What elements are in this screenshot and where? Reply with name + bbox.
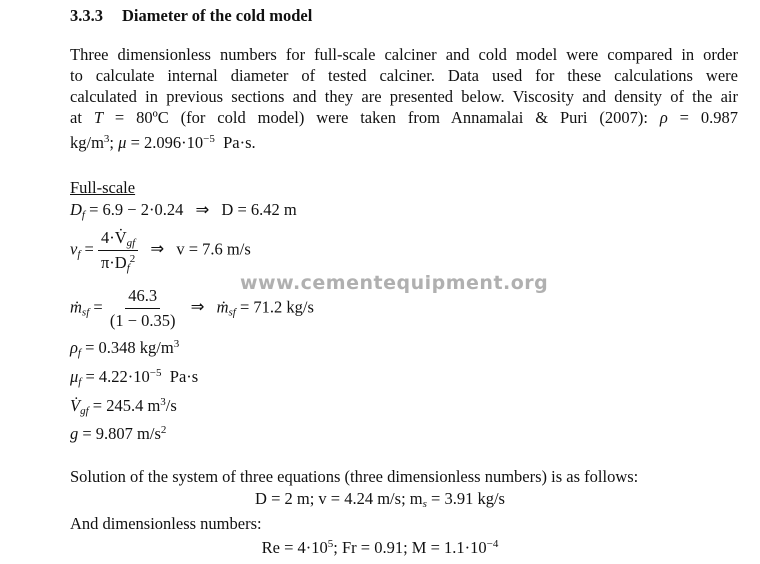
eq-rhs: = 0.348 kg/m: [85, 338, 174, 357]
exponent: 3: [160, 396, 166, 408]
eq-rhs: = 9.807 m/s: [82, 424, 161, 443]
eq-lhs: g: [70, 424, 79, 443]
equation-velocity: $v_f$ = $\frac{4\cdot V̇_{gf}}{\pi\cdot D_f^2}$ ⇒ v = 7.6 m/s: [70, 228, 251, 274]
equation-mass-flow: ṁ$_{sf}$ = $\frac{46.3}{(1 - 0.35)}$ ⇒ ṁ$_{sf}$ = 71.2 kg/s: [70, 286, 314, 330]
intro-line-4: [70, 107, 738, 128]
fullscale-label: Full-scale: [70, 178, 136, 197]
intro-line-1: Three dimensionless numbers for full-scale calciner and cold model were compared in order: [70, 45, 738, 64]
temperature-symbol: T: [93, 108, 104, 127]
eq-unit: /s: [165, 396, 177, 415]
exponent: 2: [129, 253, 136, 265]
exponent: 5: [327, 538, 334, 550]
equation-diameter: [70, 200, 297, 220]
equation-gas-flow: [70, 396, 177, 416]
denominator-text: π·D: [100, 253, 127, 272]
section-heading: [70, 6, 312, 26]
eq-unit: Pa·s: [169, 367, 199, 386]
solution-values-end: = 3.91 kg/s: [426, 489, 505, 508]
velocity-fraction: [98, 228, 138, 273]
intro-paragraph: [70, 44, 738, 153]
fraction-numerator: [98, 228, 138, 251]
eq-subscript: f: [77, 347, 81, 359]
intro-text: = 80ºC (for cold model) were taken from Annamalai & Puri (2007):: [114, 108, 648, 127]
eq-rhs: = 245.4 m: [92, 396, 161, 415]
eq-subscript: sf: [81, 306, 90, 319]
eq-result: = 71.2 kg/s: [239, 297, 314, 317]
eq-subscript: s: [422, 498, 427, 510]
rho-symbol: ρ: [659, 108, 668, 127]
mu-symbol: μ: [118, 133, 127, 152]
eq-lhs: D: [70, 200, 82, 219]
separator: ;: [109, 133, 115, 152]
eq-lhs: ρ: [70, 338, 78, 357]
equation-viscosity: [70, 367, 198, 387]
exponent: −5: [203, 133, 215, 145]
intro-line-2: to calculate internal diameter of tested calciner. Data used for these calculations were: [70, 66, 738, 85]
eq-subscript: f: [77, 248, 81, 261]
implies-arrow: ⇒: [150, 239, 165, 259]
eq-rhs: = 6.9 − 2·0.24: [89, 200, 184, 219]
eq-subscript: f: [126, 262, 130, 274]
solution-values: D = 2 m; v = 4.24 m/s; m: [255, 489, 423, 508]
exponent: −4: [486, 538, 499, 550]
viscosity-value: = 2.096·10: [130, 133, 204, 152]
eq-subscript: gf: [126, 237, 136, 249]
intro-line-5: [70, 132, 738, 153]
froude-and-m-numbers: ; Fr = 0.91; M = 1.1·10: [333, 538, 487, 557]
density-unit: kg/m: [70, 133, 104, 152]
eq-result-lhs: ṁ: [216, 297, 229, 317]
fraction-denominator: (1 − 0.35): [109, 311, 176, 330]
eq-subscript: f: [81, 209, 85, 221]
solution-text: Solution of the system of three equations (three dimensionless numbers) is as follows:: [70, 467, 639, 486]
eq-subscript: sf: [228, 306, 236, 319]
intro-text: at: [70, 108, 82, 127]
dimensionless-result: [0, 538, 760, 558]
mass-flow-fraction: [107, 286, 179, 331]
exponent: 2: [160, 424, 167, 436]
eq-subscript: f: [78, 376, 82, 388]
dimensionless-text: And dimensionless numbers:: [70, 514, 262, 533]
watermark: www.cementequipment.org: [240, 272, 549, 294]
reynolds-number: Re = 4·10: [261, 538, 328, 557]
eq-result: v = 7.6 m/s: [176, 239, 251, 259]
implies-arrow: ⇒: [195, 200, 210, 219]
fraction-denominator: [98, 251, 138, 273]
eq-rhs: = 4.22·10: [85, 367, 150, 386]
implies-arrow: ⇒: [190, 297, 205, 317]
fraction-numerator: 46.3: [125, 286, 160, 309]
eq-lhs: μ: [70, 367, 79, 386]
exponent: −5: [149, 367, 162, 379]
eq-result: D = 6.42 m: [221, 200, 297, 219]
equation-density: [70, 338, 179, 358]
exponent: 3: [103, 133, 110, 145]
section-number: 3.3.3: [70, 6, 103, 25]
equation-gravity: [70, 424, 166, 444]
eq-lhs: ṁ: [70, 297, 82, 317]
eq-lhs: v: [70, 239, 78, 259]
eq-lhs: V̇: [70, 396, 81, 415]
intro-line-3: calculated in previous sections and they are presented below. Viscosity and density of the air: [70, 87, 738, 106]
eq-subscript: gf: [80, 405, 89, 417]
numerator-text: 4·V̇: [100, 228, 127, 247]
viscosity-unit: Pa·s.: [223, 133, 256, 152]
exponent: 3: [173, 338, 180, 350]
section-title: Diameter of the cold model: [122, 6, 313, 25]
rho-value: = 0.987: [679, 108, 739, 127]
solution-result: [0, 489, 760, 509]
